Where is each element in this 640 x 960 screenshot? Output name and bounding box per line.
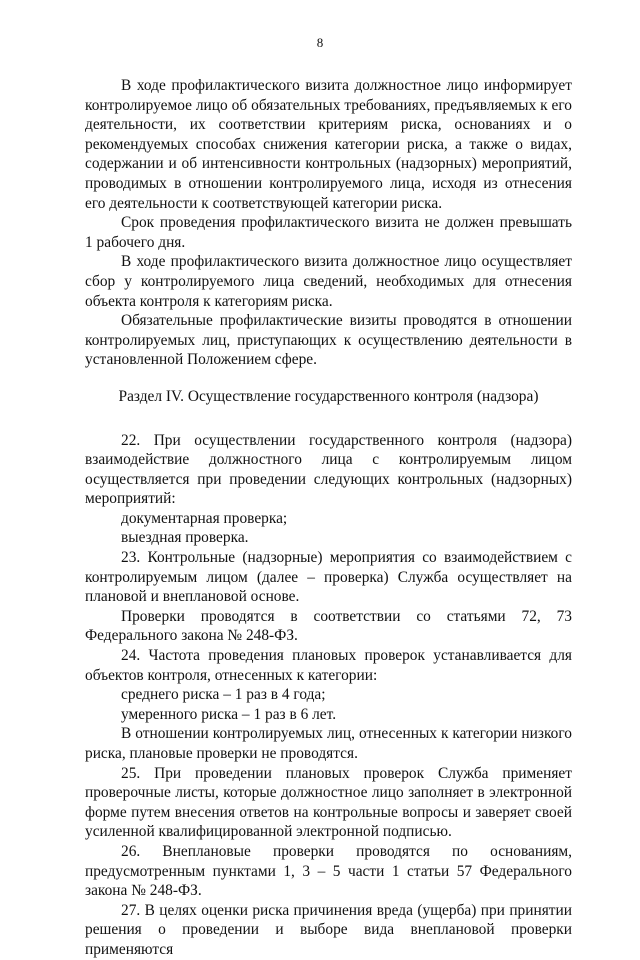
list-item: среднего риска – 1 раз в 4 года; <box>121 686 326 704</box>
list-item: умеренного риска – 1 раз в 6 лет. <box>121 705 337 723</box>
paragraph-23-articles: Проверки проводятся в соответствии со статьями 72, 73 Федерального закона № 248-ФЗ. <box>85 607 572 645</box>
page-number: 8 <box>316 35 324 50</box>
document-body <box>85 76 572 960</box>
section-heading: Раздел IV. Осуществление государственного контроля (надзора) <box>118 387 539 405</box>
paragraph-23: 23. Контрольные (надзорные) мероприятия со взаимодействием с контролируемым лицом (далее – проверка) Служба осуществляет на плановой и внеплановой основе. <box>85 549 572 606</box>
paragraph-27: 27. В целях оценки риска причинения вреда (ущерба) при принятии решения о проведении и выборе вида внеплановой проверки применяются <box>85 901 572 958</box>
paragraph-24-low-risk: В отношении контролируемых лиц, отнесенных к категории низкого риска, плановые проверки не проводятся. <box>85 725 572 762</box>
paragraph-22: 22. При осуществлении государственного контроля (надзора) взаимодействие должностного лица с контролируемым лицом осуществляется при проведении следующих контрольных (надзорных) мероприятий: <box>85 431 572 508</box>
paragraph-25: 25. При проведении плановых проверок Служба применяет проверочные листы, которые должностное лицо заполняет в электронной форме путем внесения ответов на контрольные вопросы и заверяет своей усиленной квалифицированной электронной подписью. <box>85 764 572 841</box>
paragraph-24: 24. Частота проведения плановых проверок устанавливается для объектов контроля, отнесенных к категории: <box>85 647 572 684</box>
paragraph-visit-info: В ходе профилактического визита должностное лицо информирует контролируемое лицо об обязательных требованиях, предъявляемых к его деятельности, их соответствии критериям риска, основаниях и о рекомендуемых способах снижения категории риска, а также о видах, содержании и об интенсивности контрольных (надзорных) мероприятий, проводимых в отношении контролируемого лица, исходя из отнесения его деятельности к соответствующей категории риска. <box>85 77 572 212</box>
list-item: выездная проверка. <box>121 529 249 547</box>
list-item: документарная проверка; <box>121 509 288 527</box>
paragraph-mandatory-visits: Обязательные профилактические визиты проводятся в отношении контролируемых лиц, приступающих к осуществлению деятельности в установленной Положением сфере. <box>85 312 572 369</box>
paragraph-visit-duration: Срок проведения профилактического визита не должен превышать 1 рабочего дня. <box>85 214 572 251</box>
paragraph-visit-data-collection: В ходе профилактического визита должностное лицо осуществляет сбор у контролируемого лица сведений, необходимых для отнесения объекта контроля к категориям риска. <box>85 253 572 310</box>
paragraph-26: 26. Внеплановые проверки проводятся по основаниям, предусмотренным пунктами 1, 3 – 5 части 1 статьи 57 Федерального закона № 248-ФЗ. <box>85 842 572 900</box>
